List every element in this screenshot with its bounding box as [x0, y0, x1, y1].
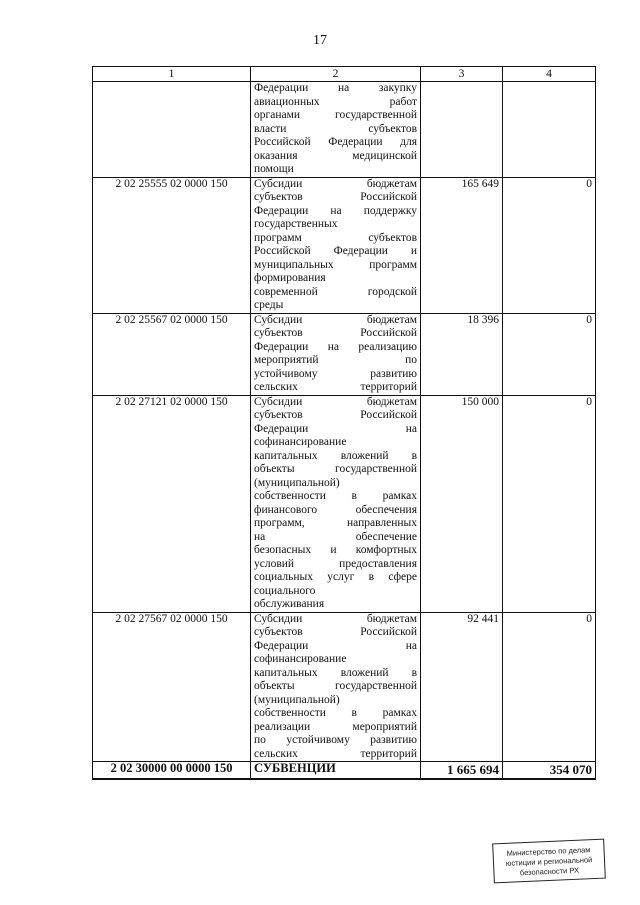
- row-value-col4: 0: [503, 177, 596, 313]
- description-line: объекты государственной: [254, 680, 417, 692]
- row-value-col3: 92 441: [421, 612, 503, 762]
- description-line: софинансирование: [254, 436, 347, 448]
- row-value-col3: 18 396: [421, 313, 503, 395]
- description-line: Субсидии бюджетам: [254, 313, 417, 326]
- description-line: Федерации на: [254, 422, 417, 435]
- description-line: Субсидии бюджетам: [254, 177, 417, 190]
- budget-table: [92, 66, 596, 780]
- table-row: [93, 612, 596, 762]
- total-code: 2 02 30000 00 0000 150: [93, 762, 251, 780]
- table-row: [93, 313, 596, 395]
- description-line: капитальных вложений в: [254, 666, 417, 679]
- description-line: власти субъектов: [254, 122, 417, 135]
- row-value-col3: 165 649: [421, 177, 503, 313]
- row-description: [251, 82, 421, 178]
- row-value-col4: 0: [503, 612, 596, 762]
- description-line: Российской Федерации и: [254, 245, 417, 257]
- description-line: социальных услуг в сфере: [254, 571, 417, 583]
- row-description: [251, 177, 421, 313]
- description-line: социального: [254, 584, 316, 597]
- total-row: [93, 762, 596, 780]
- row-code: 2 02 27121 02 0000 150: [93, 395, 251, 612]
- description-line: безопасных и комфортных: [254, 544, 417, 556]
- description-line: мероприятий по: [254, 354, 417, 366]
- row-description: [251, 395, 421, 612]
- row-value-col4: 0: [503, 313, 596, 395]
- description-line: Федерации на: [254, 639, 417, 652]
- description-line: программ субъектов: [254, 231, 417, 244]
- description-line: условий предоставления: [254, 557, 417, 570]
- description-line: капитальных вложений в: [254, 449, 417, 462]
- column-header-1: 1: [93, 67, 251, 82]
- table-row: [93, 82, 596, 178]
- stamp-line: Министерство по делам: [506, 845, 591, 858]
- description-line: финансового обеспечения: [254, 503, 417, 516]
- description-line: устойчивому развитию: [254, 367, 417, 380]
- description-line: формирования: [254, 272, 326, 284]
- total-value-col4: 354 070: [503, 762, 596, 780]
- total-label: СУБВЕНЦИИ: [251, 762, 421, 780]
- row-value-col4: 0: [503, 395, 596, 612]
- row-code: 2 02 25555 02 0000 150: [93, 177, 251, 313]
- column-header-2: 2: [251, 67, 421, 82]
- column-header-3: 3: [421, 67, 503, 82]
- description-line: оказания медицинской: [254, 149, 417, 162]
- description-line: по устойчивому развитию: [254, 734, 417, 746]
- description-line: муниципальных программ: [254, 258, 417, 271]
- description-line: Федерации на поддержку: [254, 204, 417, 217]
- description-line: авиационных работ: [254, 95, 417, 108]
- description-line: сельских территорий: [254, 381, 417, 393]
- description-line: Субсидии бюджетам: [254, 612, 417, 625]
- row-description: [251, 612, 421, 762]
- description-line: среды: [254, 299, 284, 311]
- description-line: субъектов Российской: [254, 409, 417, 421]
- description-line: собственности в рамках: [254, 490, 417, 502]
- description-line: современной городской: [254, 285, 417, 298]
- ministry-stamp: [492, 839, 606, 884]
- stamp-line: безопасности РХ: [519, 865, 580, 878]
- description-line: объекты государственной: [254, 463, 417, 475]
- row-description: [251, 313, 421, 395]
- stamp-line: юстиции и региональной: [505, 855, 593, 868]
- table-row: [93, 177, 596, 313]
- description-line: государственных: [254, 218, 338, 230]
- description-line: Федерации на закупку: [254, 82, 417, 94]
- description-line: сельских территорий: [254, 747, 417, 760]
- description-line: Федерации на реализацию: [254, 340, 417, 353]
- description-line: на обеспечение: [254, 530, 417, 543]
- row-value-col4: [503, 82, 596, 178]
- description-line: программ, направленных: [254, 517, 417, 529]
- description-line: органами государственной: [254, 109, 417, 121]
- description-line: субъектов Российской: [254, 626, 417, 638]
- column-header-4: 4: [503, 67, 596, 82]
- row-value-col3: 150 000: [421, 395, 503, 612]
- description-line: субъектов Российской: [254, 191, 417, 203]
- table-header-row: [93, 67, 596, 82]
- description-line: (муниципальной): [254, 476, 340, 489]
- description-line: Субсидии бюджетам: [254, 395, 417, 408]
- total-value-col3: 1 665 694: [421, 762, 503, 780]
- description-line: помощи: [254, 163, 294, 175]
- description-line: софинансирование: [254, 653, 347, 665]
- description-line: собственности в рамках: [254, 707, 417, 719]
- description-line: Российской Федерации для: [254, 136, 417, 148]
- row-code: 2 02 27567 02 0000 150: [93, 612, 251, 762]
- row-code: 2 02 25567 02 0000 150: [93, 313, 251, 395]
- page-number: 17: [313, 33, 327, 48]
- table-row: [93, 395, 596, 612]
- row-code: [93, 82, 251, 178]
- description-line: обслуживания: [254, 598, 325, 610]
- description-line: (муниципальной): [254, 693, 340, 706]
- row-value-col3: [421, 82, 503, 178]
- description-line: субъектов Российской: [254, 327, 417, 339]
- description-line: реализации мероприятий: [254, 720, 417, 733]
